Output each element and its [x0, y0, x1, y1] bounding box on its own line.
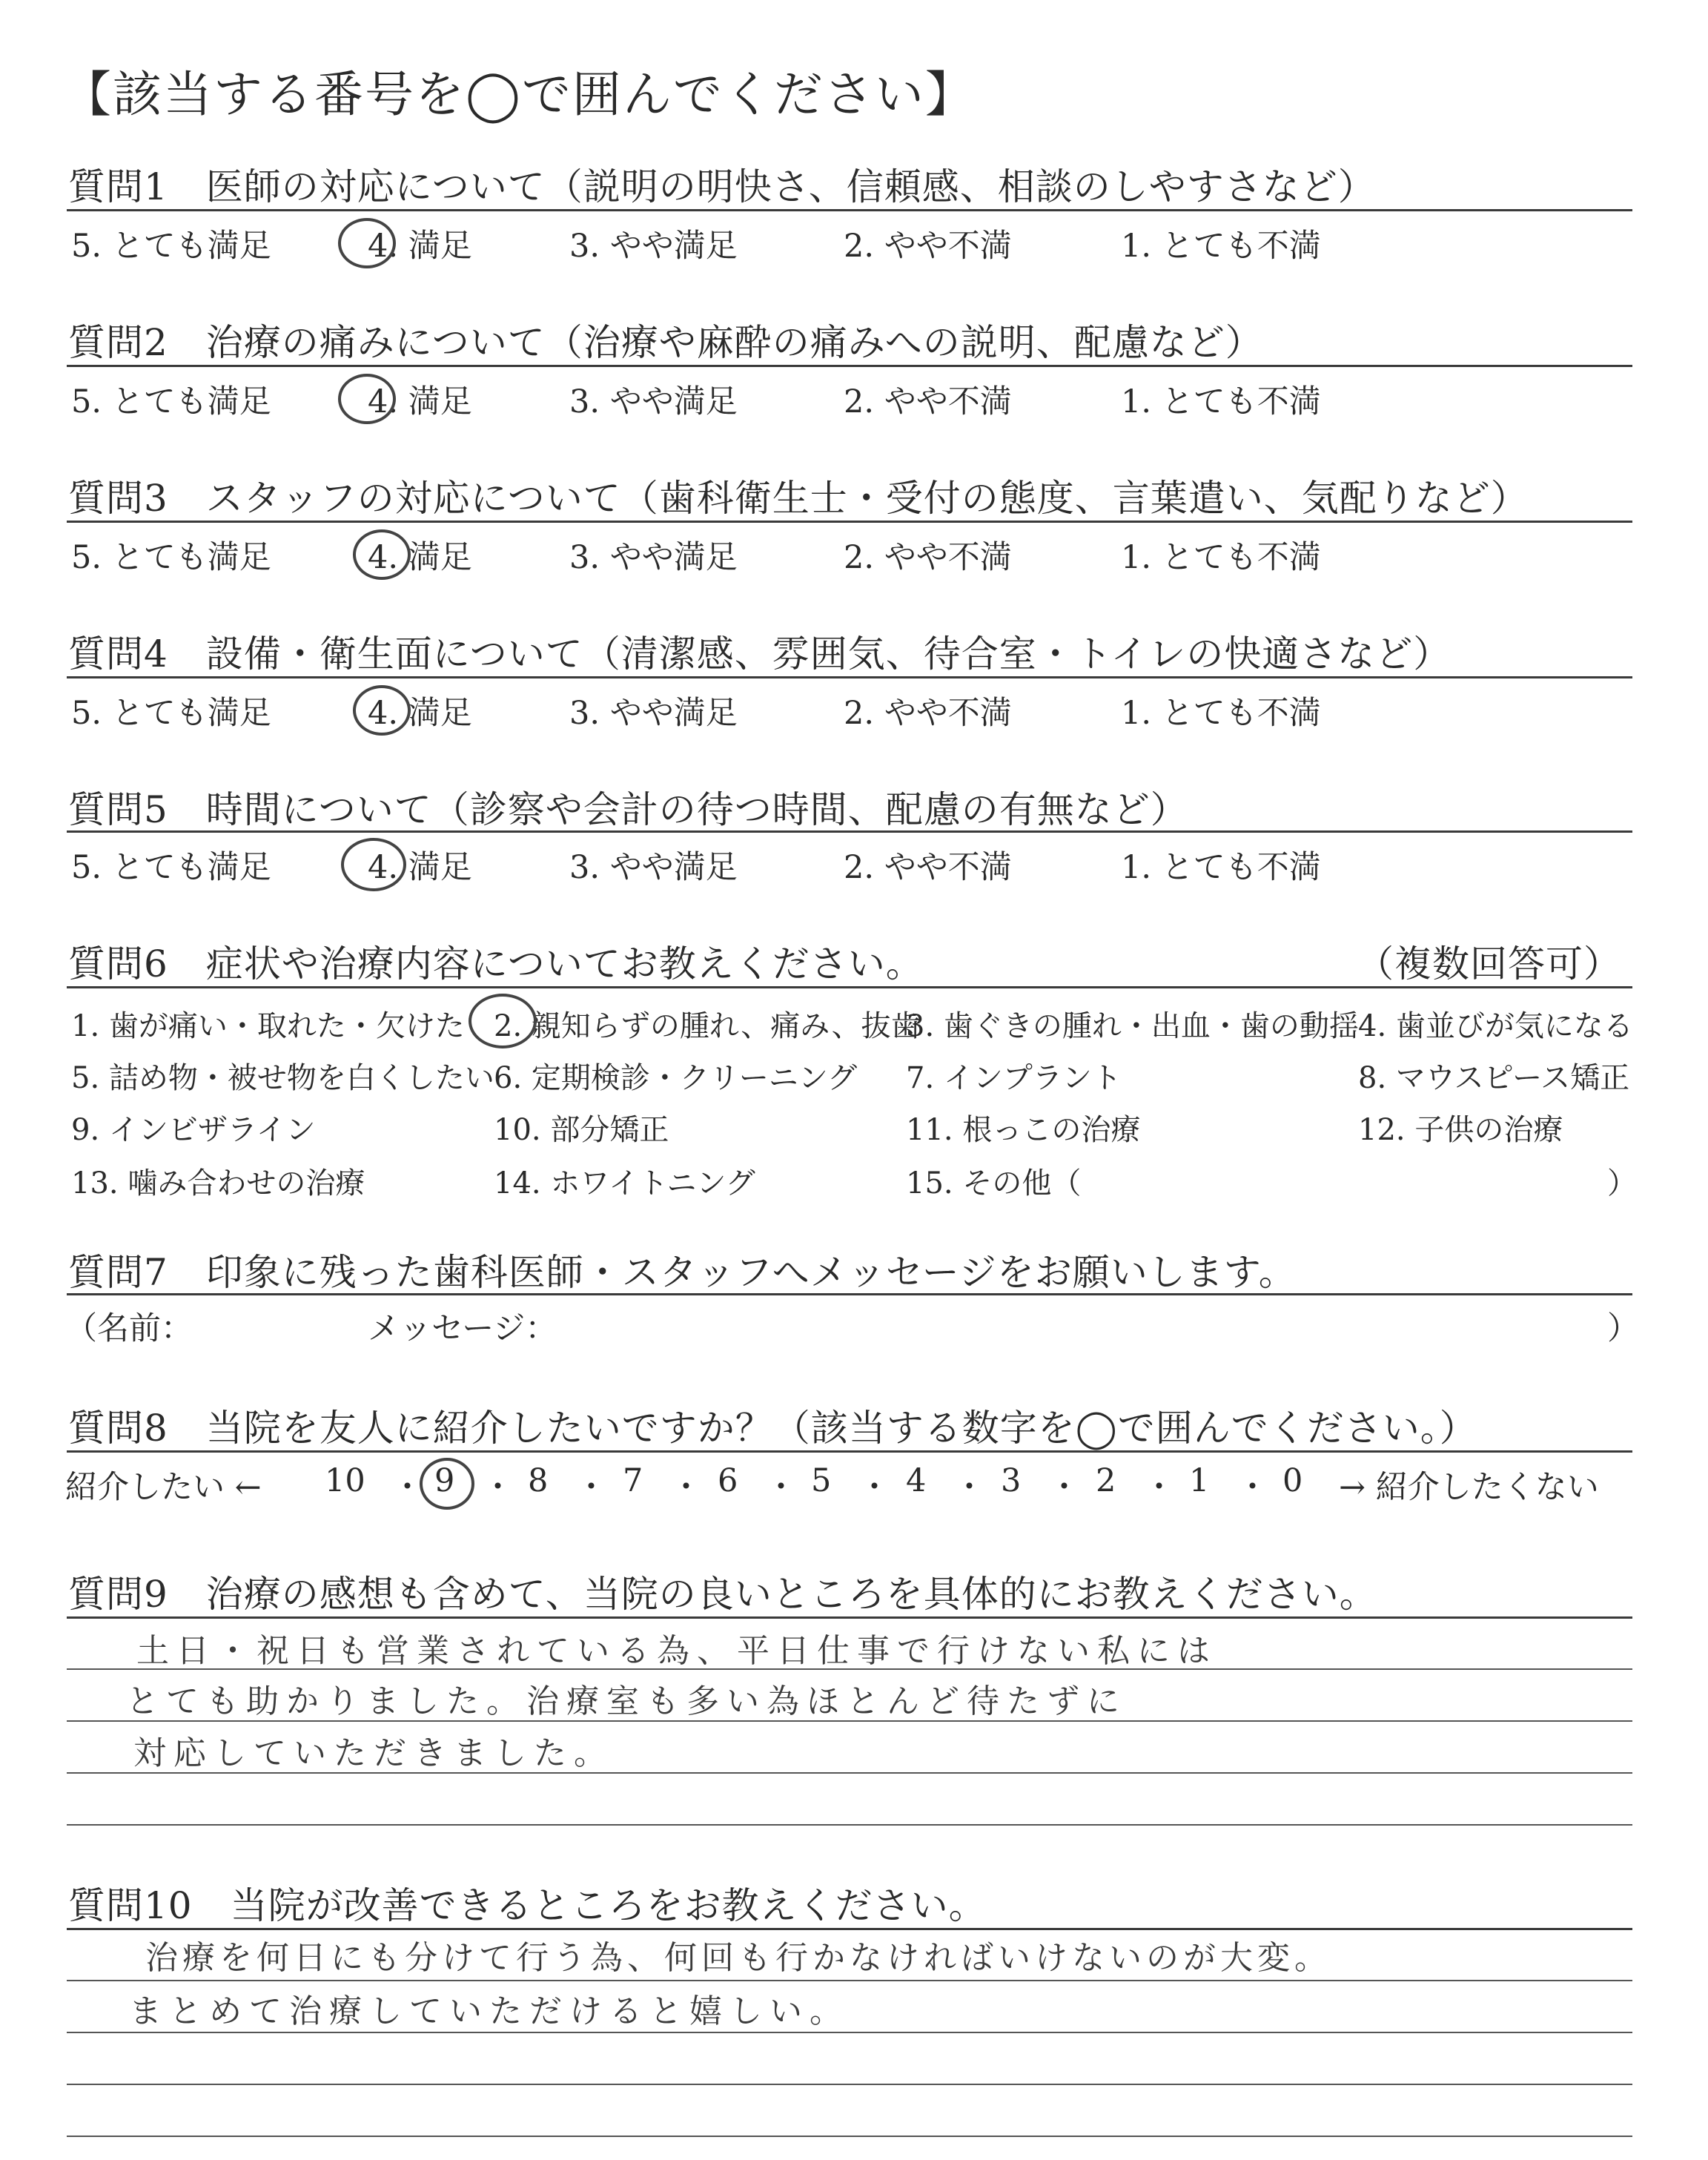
q6-option-9[interactable]: 9. インビザライン — [71, 1113, 316, 1147]
option-3[interactable]: 3. やや満足 — [569, 383, 738, 420]
question-8-title: 質問8 当院を友人に紹介したいですか？（該当する数字を◯で囲んでください。） — [68, 1407, 1477, 1450]
question-7-rule — [67, 1293, 1632, 1295]
question-3-rule — [67, 521, 1632, 523]
answer-line — [67, 2084, 1632, 2085]
option-1[interactable]: 1. とても不満 — [1121, 539, 1321, 576]
question-9-title: 質問9 治療の感想も含めて、当院の良いところを具体的にお教えください。 — [68, 1573, 1377, 1616]
q8-score-8[interactable]: 8 — [528, 1462, 549, 1499]
option-3[interactable]: 3. やや満足 — [569, 539, 738, 576]
handwritten-line: とても助かりました。治療室も多い為ほとんど待たずに — [126, 1682, 1127, 1720]
q6-option-2[interactable]: 2. 親知らずの腫れ、痛み、抜歯 — [494, 1009, 921, 1043]
handwritten-line: 土日・祝日も営業されている為、平日仕事で行けない私には — [136, 1632, 1217, 1670]
option-4[interactable]: 4. 満足 — [368, 228, 472, 265]
form-header: 【該当する番号を◯で囲んでください】 — [62, 66, 976, 123]
question-10-title: 質問10 当院が改善できるところをお教えください。 — [68, 1884, 987, 1927]
q6-option-1[interactable]: 1. 歯が痛い・取れた・欠けた — [71, 1009, 465, 1043]
option-3[interactable]: 3. やや満足 — [569, 849, 738, 886]
question-5-rule — [67, 830, 1632, 833]
option-2[interactable]: 2. やや不満 — [844, 849, 1012, 886]
option-5[interactable]: 5. とても満足 — [71, 695, 271, 732]
q7-name-label: （名前： — [65, 1310, 193, 1347]
option-5[interactable]: 5. とても満足 — [71, 383, 271, 420]
handwritten-line: まとめて治療していただけると嬉しい。 — [129, 1992, 850, 2030]
option-3[interactable]: 3. やや満足 — [569, 695, 738, 732]
q8-right-label: → 紹介したくない — [1339, 1469, 1599, 1506]
q6-option-10[interactable]: 10. 部分矯正 — [494, 1113, 669, 1147]
question-5-title: 質問5 時間について（診察や会計の待つ時間、配慮の有無など） — [68, 788, 1188, 831]
option-4[interactable]: 4. 満足 — [368, 695, 472, 732]
option-1[interactable]: 1. とても不満 — [1121, 383, 1321, 420]
option-3[interactable]: 3. やや満足 — [569, 228, 738, 265]
question-9-rule — [67, 1616, 1632, 1619]
q6-option-13[interactable]: 13. 噛み合わせの治療 — [71, 1166, 365, 1200]
q8-dot: ・ — [858, 1469, 890, 1506]
q6-option-12[interactable]: 12. 子供の治療 — [1358, 1113, 1563, 1147]
question-4-title: 質問4 設備・衛生面について（清潔感、雰囲気、待合室・トイレの快適さなど） — [68, 633, 1452, 676]
q8-score-1[interactable]: 1 — [1189, 1462, 1210, 1499]
question-4-rule — [67, 676, 1632, 678]
q6-option-7[interactable]: 7. インプラント — [906, 1061, 1122, 1095]
q8-dot: ・ — [765, 1469, 797, 1506]
q6-option-8[interactable]: 8. マウスピース矯正 — [1358, 1061, 1630, 1095]
q8-dot: ・ — [953, 1469, 985, 1506]
q8-dot: ・ — [575, 1469, 607, 1506]
option-1[interactable]: 1. とても不満 — [1121, 849, 1321, 886]
q8-score-4[interactable]: 4 — [906, 1462, 927, 1499]
q8-score-5[interactable]: 5 — [811, 1462, 832, 1499]
option-4[interactable]: 4. 満足 — [368, 383, 472, 420]
q8-score-3[interactable]: 3 — [1001, 1462, 1022, 1499]
handwritten-line: 対応していただきました。 — [133, 1734, 614, 1772]
selection-circle-mark — [341, 838, 406, 891]
question-7-title: 質問7 印象に残った歯科医師・スタッフへメッセージをお願いします。 — [68, 1251, 1297, 1294]
answer-line — [67, 1980, 1632, 1981]
question-2-rule — [67, 365, 1632, 367]
q8-left-label: 紹介したい ← — [65, 1469, 262, 1506]
q8-dot: ・ — [1048, 1469, 1080, 1506]
answer-line — [67, 1824, 1632, 1826]
question-1-title: 質問1 医師の対応について（説明の明快さ、信頼感、相談のしやすさなど） — [68, 165, 1376, 208]
q8-score-0[interactable]: 0 — [1282, 1462, 1303, 1499]
q8-score-2[interactable]: 2 — [1096, 1462, 1116, 1499]
q6-option-5[interactable]: 5. 詰め物・被せ物を白くしたい — [71, 1061, 494, 1095]
option-2[interactable]: 2. やや不満 — [844, 228, 1012, 265]
question-6-title: 質問6 症状や治療内容についてお教えください。 — [68, 942, 924, 985]
q8-dot: ・ — [1237, 1469, 1268, 1506]
q6-other-close-paren: ） — [1607, 1166, 1637, 1200]
q8-score-10[interactable]: 10 — [325, 1462, 365, 1499]
q6-option-14[interactable]: 14. ホワイトニング — [494, 1166, 755, 1200]
q8-dot: ・ — [1143, 1469, 1175, 1506]
q7-close-paren: ） — [1607, 1310, 1639, 1347]
question-10-rule — [67, 1928, 1632, 1930]
q8-score-9[interactable]: 9 — [434, 1462, 455, 1499]
question-6-rule — [67, 986, 1632, 988]
option-2[interactable]: 2. やや不満 — [844, 383, 1012, 420]
option-4[interactable]: 4. 満足 — [368, 849, 472, 886]
option-1[interactable]: 1. とても不満 — [1121, 228, 1321, 265]
handwritten-line: 治療を何日にも分けて行う為、何回も行かなければいけないのが大変。 — [145, 1939, 1331, 1977]
q6-option-11[interactable]: 11. 根っこの治療 — [906, 1113, 1141, 1147]
question-8-rule — [67, 1450, 1632, 1453]
option-2[interactable]: 2. やや不満 — [844, 695, 1012, 732]
selection-circle-mark — [338, 374, 396, 424]
option-2[interactable]: 2. やや不満 — [844, 539, 1012, 576]
question-2-title: 質問2 治療の痛みについて（治療や麻酔の痛みへの説明、配慮など） — [68, 321, 1263, 364]
option-5[interactable]: 5. とても満足 — [71, 228, 271, 265]
selection-circle-mark — [353, 529, 411, 580]
question-6-note: （複数回答可） — [1357, 942, 1621, 985]
question-1-rule — [67, 209, 1632, 211]
q6-option-3[interactable]: 3. 歯ぐきの腫れ・出血・歯の動揺 — [906, 1009, 1359, 1043]
selection-circle-mark — [353, 685, 411, 736]
option-5[interactable]: 5. とても満足 — [71, 849, 271, 886]
q8-score-6[interactable]: 6 — [718, 1462, 738, 1499]
q8-dot: ・ — [670, 1469, 702, 1506]
selection-circle-mark — [420, 1458, 474, 1510]
option-5[interactable]: 5. とても満足 — [71, 539, 271, 576]
q8-dot: ・ — [482, 1469, 514, 1506]
q8-dot: ・ — [391, 1469, 423, 1506]
q6-option-6[interactable]: 6. 定期検診・クリーニング — [494, 1061, 858, 1095]
selection-circle-mark — [338, 218, 396, 268]
selection-circle-mark — [469, 994, 537, 1048]
answer-line — [67, 2032, 1632, 2033]
question-3-title: 質問3 スタッフの対応について（歯科衛生士・受付の態度、言葉遣い、気配りなど） — [68, 477, 1529, 520]
option-1[interactable]: 1. とても不満 — [1121, 695, 1321, 732]
option-4[interactable]: 4. 満足 — [368, 539, 472, 576]
q7-message-label: メッセージ： — [368, 1310, 557, 1347]
q8-score-7[interactable]: 7 — [623, 1462, 643, 1499]
q6-option-4[interactable]: 4. 歯並びが気になる — [1358, 1009, 1633, 1043]
answer-line — [67, 2136, 1632, 2137]
q6-option-15[interactable]: 15. その他（ — [906, 1166, 1082, 1200]
